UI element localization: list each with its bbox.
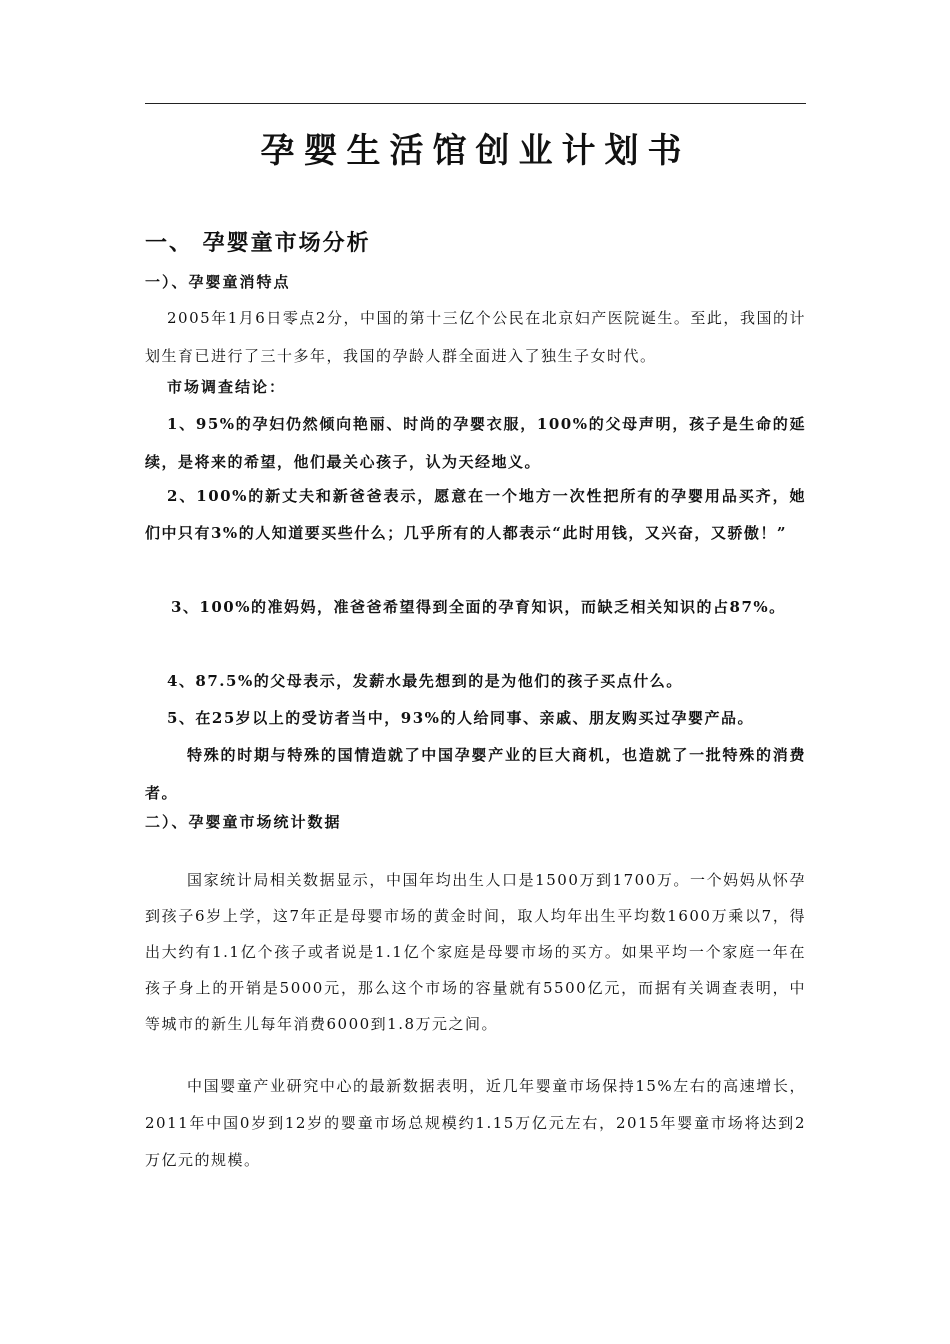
- finding-item-5: 5、在25岁以上的受访者当中，93%的人给同事、亲戚、朋友购买过孕婴产品。: [167, 709, 754, 727]
- statistics-paragraph-2: 中国婴童产业研究中心的最新数据表明，近几年婴童市场保持15%左右的高速增长，2011年中国0岁到12岁的婴童市场总规模约1.15万亿元左右，2015年婴童市场将达到2万亿元的规模。: [145, 1077, 806, 1169]
- statistics-paragraph-1: 国家统计局相关数据显示，中国年均出生人口是1500万到1700万。一个妈妈从怀孕到孩子6岁上学，这7年正是母婴市场的黄金时间，取人均年出生平均数1600万乘以7，得出大约有1.1亿个孩子或者说是1.1亿个家庭是母婴市场的买方。如果平均一个家庭一年在孩子身上的开销是5000元，那么这个市场的容量就有5500亿元，而据有关调查表明，中等城市的新生儿每年消费6000到1.8万元之间。: [145, 871, 806, 1033]
- section-heading-market-analysis: 一、 孕婴童市场分析: [145, 230, 371, 256]
- survey-conclusion-label: 市场调查结论：: [167, 378, 287, 396]
- finding-item-2: 2、100%的新丈夫和新爸爸表示，愿意在一个地方一次性把所有的孕婴用品买齐，她们中只有3%的人知道要买些什么；几乎所有的人都表示“此时用钱，又兴奋，又骄傲！”: [145, 487, 806, 542]
- conclusion-paragraph: 特殊的时期与特殊的国情造就了中国孕婴产业的巨大商机，也造就了一批特殊的消费者。: [145, 746, 806, 802]
- finding-item-1: 1、95%的孕妇仍然倾向艳丽、时尚的孕婴衣服，100%的父母声明，孩子是生命的延续，是将来的希望，他们最关心孩子，认为天经地义。: [145, 415, 806, 471]
- header-rule: [145, 103, 806, 104]
- subsection-heading-statistics: 二）、孕婴童市场统计数据: [145, 813, 342, 831]
- subsection-heading-consumption-features: 一）、孕婴童消特点: [145, 273, 291, 291]
- intro-paragraph: 2005年1月6日零点2分，中国的第十三亿个公民在北京妇产医院诞生。至此，我国的计划生育已进行了三十多年，我国的孕龄人群全面进入了独生子女时代。: [145, 309, 806, 365]
- finding-item-4: 4、87.5%的父母表示，发薪水最先想到的是为他们的孩子买点什么。: [167, 672, 683, 690]
- finding-item-3: 3、100%的准妈妈，准爸爸希望得到全面的孕育知识，而缺乏相关知识的占87%。: [171, 598, 786, 616]
- document-title: 孕婴生活馆创业计划书: [260, 131, 691, 171]
